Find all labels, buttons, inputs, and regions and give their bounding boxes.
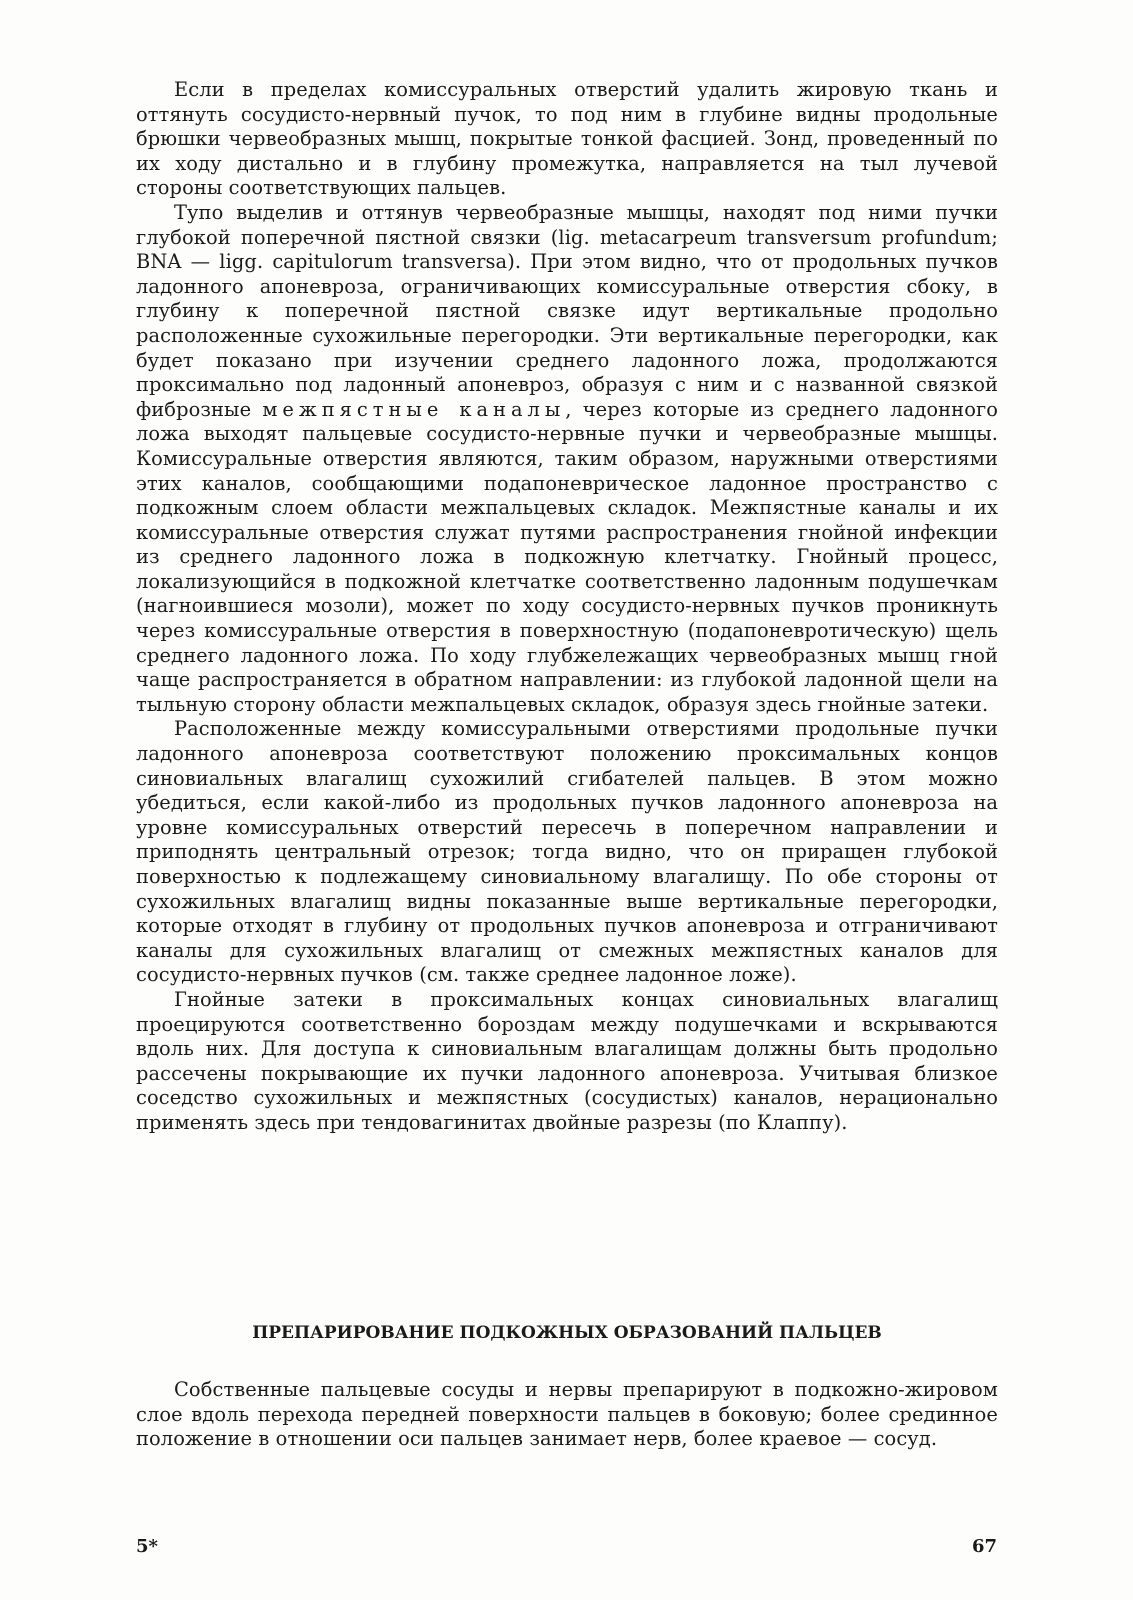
paragraph-1: Если в пределах комиссуральных отверстий удалить жировую ткань и оттянуть сосудисто-нервный пучок, то под ним в глубине видны продольные брюшки червеобразных мышц, покрытые тонкой фасцией. Зонд, проведенный по их ходу дистально и в глубину промежутка, направляется на тыл лучевой стороны соответствующих пальцев. [136,78,998,200]
page-number: 67 [971,1536,997,1557]
paragraph-2-part-1: Тупо выделив и оттянув червеобразные мышцы, находят под ними пучки глубокой поперечной пястной связки (lig. metacarpeum transversum profundum; BNA — ligg. capitulorum transversa). При этом видно, что от продольных пучков ладонного апоневроза, ограничивающих комиссуральные отверстия сбоку, в глубину к поперечной пястной связке идут вертикальные продольно расположенные сухожильные перегородки. Эти вертикальные перегородки, как будет показано при изучении среднего ладонного ложа, продолжаются проксимально под ладонный апоневроз, образуя с ним и с названной связкой фиброзные [136,200,998,421]
section-text-block [136,1378,998,1452]
paragraph-3: Расположенные между комиссуральными отверстиями продольные пучки ладонного апоневроза соответствуют положению проксимальных концов синовиальных влагалищ сухожилий сгибателей пальцев. В этом можно убедиться, если какой-либо из продольных пучков ладонного апоневроза на уровне комиссуральных отверстий пересечь в поперечном направлении и приподнять центральный отрезок; тогда видно, что он приращен глубокой поверхностью к подлежащему синовиальному влагалищу. По обе стороны от сухожильных влагалищ видны показанные выше вертикальные перегородки, которые отходят в глубину от продольных пучков апоневроза и отграничивают каналы для сухожильных влагалищ от смежных межпястных каналов для сосудисто-нервных пучков (см. также среднее ладонное ложе). [136,717,998,987]
paragraph-2 [136,201,998,717]
paragraph-2-part-2: , через которые из среднего ладонного ложа выходят пальцевые сосудисто-нервные пучки и червеобразные мышцы. Комиссуральные отверстия являются, таким образом, наружными отверстиями этих каналов, сообщающими подапоневрическое ладонное пространство с подкожным слоем области межпальцевых складок. Межпястные каналы и их комиссуральные отверстия служат путями распространения гнойной инфекции из среднего ладонного ложа в подкожную клетчатку. Гнойный процесс, локализующийся в подкожной клетчатке соответственно ладонным подушечкам (нагноившиеся мозоли), может по ходу сосудисто-нервных пучков проникнуть через комиссуральные отверстия в поверхностную (подапоневротическую) щель среднего ладонного ложа. По ходу глубжележащих червеобразных мышц гной чаще распространяется в обратном направлении: из глубокой ладонной щели на тыльную сторону области межпальцевых складок, образуя здесь гнойные затеки. [136,397,998,716]
section-heading: ПРЕПАРИРОВАНИЕ ПОДКОЖНЫХ ОБРАЗОВАНИЙ ПАЛЬЦЕВ [252,1323,882,1343]
main-text-block [136,78,998,1136]
paragraph-4: Гнойные затеки в проксимальных концах синовиальных влагалищ проецируются соответственно бороздам между подушечками и вскрываются вдоль них. Для доступа к синовиальным влагалищам должны быть продольно рассечены покрывающие их пучки ладонного апоневроза. Учитывая близкое соседство сухожильных и межпястных (сосудистых) каналов, нерационально применять здесь при тендовагинитах двойные разрезы (по Клаппу). [136,987,998,1134]
printer-signature: 5* [136,1536,158,1557]
section-paragraph: Собственные пальцевые сосуды и нервы препарируют в подкожно-жировом слое вдоль перехода передней поверхности пальцев в боковую; более срединное положение в отношении оси пальцев занимает нерв, более краевое — сосуд. [136,1378,998,1451]
emphasis-term: межпястные каналы [262,397,566,421]
